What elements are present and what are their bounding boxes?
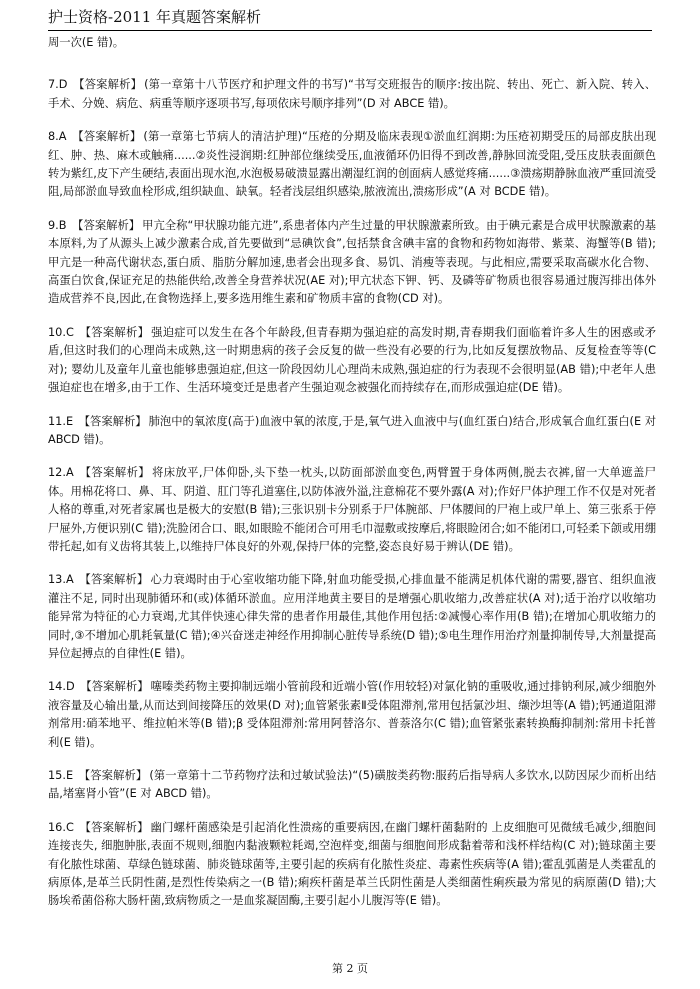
answer-tag: 【答案解析】: [72, 130, 142, 144]
answer-item: [48, 678, 656, 752]
answer-item: [48, 76, 656, 113]
answer-number: 16.C: [48, 820, 74, 834]
answer-text: 噻嗪类药物主要抑制远端小管前段和近端小管(作用较轻)对氯化钠的重吸收,通过排钠利尿,减少细胞外液容量及心输出量,从而达到间接降压的效果(D 对);血管紧张素Ⅱ受体阻滞剂,常用包括氯沙坦、缬沙坦等(A 错);钙通道阻滞剂常用:硝苯地平、维拉帕米等(B 错);β 受体阻滞剂:常用阿替洛尔、普萘洛尔(C 错);血管紧张素转换酶抑制剂:常用卡托普利(E 错)。: [48, 680, 656, 749]
answer-item: [48, 819, 656, 911]
answer-item: [48, 217, 656, 309]
answer-item: [48, 464, 656, 556]
header-title: 护士资格-2011 年真题答案解析: [48, 8, 262, 26]
document-header: [48, 4, 652, 31]
answer-number: 12.A: [48, 466, 74, 480]
answer-tag: 【答案解析】: [79, 466, 151, 480]
answer-text: (第一章第十八节医疗和护理文件的书写)“书写交班报告的顺序:按出院、转出、死亡、新入院、转入、手术、分娩、病危、病重等顺序逐项书写,每项依床号顺序排列”(D 对 ABCE 错)。: [48, 78, 656, 110]
answer-tag: 【答案解析】: [79, 325, 150, 339]
answer-tag: 【答案解析】: [78, 414, 147, 428]
answer-tag: 【答案解析】: [73, 78, 143, 92]
answer-text: 将床放平,尸体仰卧,头下垫一枕头,以防面部淤血变色,两臂置于身体两侧,脱去衣裤,留一大单遮盖尸体。用棉花将口、鼻、耳、阴道、肛门等孔道塞住,以防体液外溢,注意棉花不要外露(A 对);作好尸体护理工作不仅是对死者人格的尊重,对死者家属也是极大的安慰(B 错);三张识别卡分别系于尸体腕部、尸体腰间的尸袍上或尸单上、第三张系于停尸屉外,方便识别(C 错);洗脸闭合口、眼,如眼睑不能闭合可用毛巾湿敷或按摩后,将眼睑闭合;如不能闭口,可轻柔下颌或用绷带托起,如有义齿将其装上,以维持尸体良好的外观,保持尸体的完整,姿态良好易于辨认(DE 错)。: [48, 466, 656, 553]
answer-tag: 【答案解析】: [78, 769, 148, 782]
answer-text: 心力衰竭时由于心室收缩功能下降,射血功能受损,心排血量不能满足机体代谢的需要,器官、组织血液灌注不足, 同时出现肺循环和(或)体循环淤血。应用洋地黄主要目的是增强心肌收缩力,改善症状(A 对);适于治疗以收缩功能异常为特征的心力衰竭,尤其伴快速心律失常的患者作用最佳,其他作用包括:②减慢心率作用(B 错);在增加心肌收缩力的同时,③不增加心肌耗氧量(C 错);④兴奋迷走神经作用抑制心脏传导系统(D 错);⑤电生理作用治疗剂量抑制传导,大剂量提高异位起搏点的自律性(E 错)。: [48, 573, 656, 660]
answer-tag: 【答案解析】: [79, 820, 149, 834]
answer-text: 肺泡中的氧浓度(高于)血液中氧的浓度,于是,氧气进入血液中与(血红蛋白)结合,形成氧合血红蛋白(E 对 ABCD 错)。: [48, 414, 656, 446]
answer-text: 幽门螺杆菌感染是引起消化性溃疡的重要病因,在幽门螺杆菌黏附的 上皮细胞可见微绒毛减少,细胞间连接丧失, 细胞肿胀,表面不规则,细胞内黏液颗粒耗竭,空泡样变,细菌与细胞间形成黏着蒂和浅杯样结构(C 对);链球菌主要有化脓性球菌、草绿色链球菌、肺炎链球菌等,主要引起的疾病有化脓性炎症、毒素性疾病等(A 错);霍乱弧菌是人类霍乱的病原体,是革兰氏阴性菌,是烈性传染病之一(B 错);痢疾杆菌是革兰氏阴性菌是人类细菌性痢疾最为常见的病原菌(D 错);大肠埃希菌俗称大肠杆菌,致病物质之一是血浆凝固酶,主要引起小儿腹泻等(E 错)。: [48, 820, 656, 908]
answer-number: 8.A: [48, 130, 67, 144]
continued-line: 周一次(E 错)。: [48, 36, 125, 49]
answer-tag: 【答案解析】: [79, 573, 149, 587]
answer-text: 强迫症可以发生在各个年龄段,但青春期为强迫症的高发时期,青春期我们面临着许多人生的困惑或矛盾,但这时我们的心理尚未成熟,这一时期患病的孩子会反复的做一些没有必要的行为,比如反复摆放物品、反复检查等等(C 对); 婴幼儿及童年儿童也能够患强迫症,但这一阶段因幼儿心理尚未成熟,强迫症的行为表现不会很明显(AB 错);中老年人患强迫症也在增多,由于工作、生活环境变迁是患者产生强迫观念被强化而持续存在,而形成强迫症(DE 错)。: [48, 325, 656, 395]
answer-item: [48, 767, 656, 804]
answer-text: 甲亢全称“甲状腺功能亢进”,系患者体内产生过量的甲状腺激素所致。由于碘元素是合成甲状腺激素的基本原料,为了从源头上减少激素合成,首先要做到“忌碘饮食”,包括禁食含碘丰富的食物和药物如海带、紫菜、海蟹等(B 错);甲亢是一种高代谢状态,蛋白质、脂肪分解加速,患者会出现多食、易饥、消瘦等表现。与此相应,需要采取高碳水化合物、高蛋白饮食,保证充足的热能供给,改善全身营养状况(AE 对);甲亢状态下钾、钙、及磷等矿物质也很容易通过腹泻排出体外造成营养不良,因此,在食物选择上,要多选用维生素和矿物质丰富的食物(CD 对)。: [48, 218, 656, 306]
answer-number: 11.E: [48, 414, 74, 428]
answer-number: 9.B: [48, 218, 67, 232]
answer-number: 13.A: [48, 573, 74, 587]
answer-number: 7.D: [48, 78, 68, 92]
answer-text: (第一章第十二节药物疗法和过敏试验法)“(5)磺胺类药物:服药后指导病人多饮水,以防因尿少而析出结晶,堵塞肾小管”(E 对 ABCD 错)。: [48, 769, 656, 801]
answer-number: 15.E: [48, 769, 74, 782]
answer-item: [48, 571, 656, 663]
answer-item: [48, 324, 656, 398]
page-number: 第 2 页: [332, 962, 368, 975]
answer-number: 14.D: [48, 680, 75, 694]
answer-tag: 【答案解析】: [72, 218, 141, 232]
page-footer: [0, 960, 700, 976]
answer-item: [48, 128, 656, 202]
answer-number: 10.C: [48, 325, 74, 339]
answer-tag: 【答案解析】: [80, 680, 149, 694]
answer-text: (第一章第七节病人的清洁护理)“压疮的分期及临床表现①淤血红润期:为压疮初期受压的局部皮肤出现红、肿、热、麻木或触痛......②炎性浸润期:红肿部位继续受压,血液循环仍旧得不到改善,静脉回流受阻,受压皮肤表面颜色转为紫红,皮下产生硬结,表面出现水泡,水泡极易破溃显露出潮湿红润的创面病人感觉疼痛......③溃疡期静脉血液严重回流受阻,局部淤血导致血栓形成,组织缺血、缺氧。轻者浅层组织感染,脓液流出,溃疡形成”(A 对 BCDE 错)。: [48, 130, 656, 199]
answer-item: [48, 413, 656, 450]
answer-content: [48, 34, 656, 926]
